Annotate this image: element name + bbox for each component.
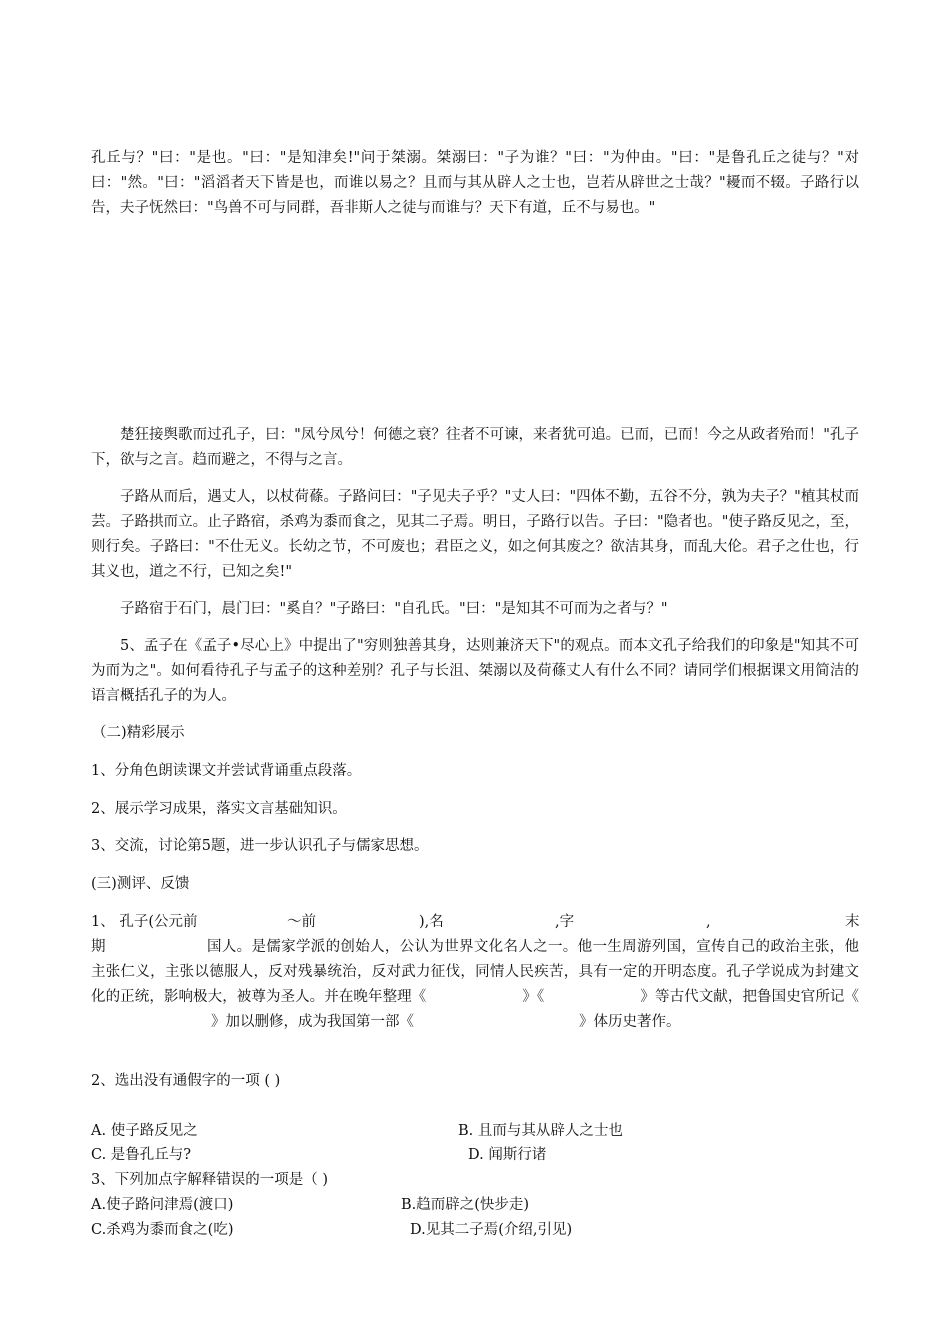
q1-name: ),名	[419, 914, 444, 930]
q3-stem: 3、下列加点字解释错误的一项是（ )	[91, 1172, 328, 1188]
q2-option-a: A. 使子路反见之	[91, 1123, 198, 1139]
q1-body-2: 》等古代文献，把鲁国史官所记《	[640, 989, 860, 1005]
section-2-item-3: 3、交流，讨论第5题，进一步认识孔子与儒家思想。	[91, 838, 429, 854]
passage-changju-jieni: 孔丘与？"曰："是也。"曰："是知津矣!"问于桀溺。桀溺曰："子为谁？"曰："为仲由。"曰："是鲁孔丘之徒与？"对曰："然。"曰："滔滔者天下皆是也，而谁以易之？且而与其从辟人之士也，岂若从辟世之士哉？"耰而不辍。子路行以告，夫子怃然曰："鸟兽不可与同群，吾非斯人之徒与而谁与？天下有道，丘不与易也。"	[91, 150, 859, 216]
q1-prefix: 1、 孔子(公元前	[91, 914, 198, 930]
section-2-item-2: 2、展示学习成果，落实文言基础知识。	[91, 801, 347, 817]
q2-option-b: B. 且而与其从辟人之士也	[458, 1123, 623, 1139]
q1-body-3: 》加以删修，成为我国第一部《	[211, 1014, 414, 1030]
q1-body-1: 国人。是儒家学派的创始人，公认为世界文化名人之一。他一生周游列国，宣传自己的政治主张，他主张仁义，主张以德服人，反对残暴统治，反对武力征伐，同情人民疾苦，具有一定的开明态度。孔子学说成为封建文化的正统，影响极大，被尊为圣人。并在晚年整理《	[91, 939, 859, 1005]
q1-body	[91, 935, 859, 1035]
q3-option-a: A.使子路问津焉(渡口)	[91, 1197, 234, 1213]
q1-body-4: 》体历史著作。	[579, 1014, 681, 1030]
question-5: 5、孟子在《孟子•尽心上》中提出了"穷则独善其身，达则兼济天下"的观点。而本文孔子给我们的印象是"知其不可为而为之"。如何看待孔子与孟子的这种差别？孔子与长沮、桀溺以及荷蓧丈人有什么不同？请同学们根据课文用简洁的语言概括孔子的为人。	[91, 638, 859, 704]
q2-option-c: C. 是鲁孔丘与?	[91, 1147, 192, 1163]
q1-mid-1: 》《	[522, 989, 545, 1005]
q3-option-d: D.见其二子焉(介绍,引见)	[410, 1222, 573, 1238]
q1-zi: ,字	[555, 914, 575, 930]
passage-zilu-shimen: 子路宿于石门，晨门曰："奚自？"子路曰："自孔氏。"曰："是知其不可而为之者与？"	[120, 601, 668, 617]
section-3-title: (三)测评、反馈	[91, 876, 190, 892]
q1-qi: 期	[91, 939, 106, 955]
q2-stem: 2、选出没有通假字的一项 ( )	[91, 1073, 281, 1089]
section-2-item-1: 1、分角色朗读课文并尝试背诵重点段落。	[91, 763, 362, 779]
passage-chukuang-jieyu: 楚狂接舆歌而过孔子，曰："凤兮凤兮！何德之衰？往者不可谏，来者犹可追。已而，已而！今之从政者殆而！"孔子下，欲与之言。趋而避之，不得与之言。	[91, 427, 859, 468]
section-2-title: （二)精彩展示	[92, 725, 185, 741]
passage-zilu-zhangren: 子路从而后，遇丈人，以杖荷蓧。子路问曰："子见夫子乎？"丈人曰："四体不勤，五谷不分，孰为夫子？"植其杖而芸。子路拱而立。止子路宿，杀鸡为黍而食之，见其二子焉。明日，子路行以告。子曰："隐者也。"使子路反见之，至，则行矣。子路曰："不仕无义。长幼之节，不可废也；君臣之义，如之何其废之？欲洁其身，而乱大伦。君子之仕也，行其义也，道之不行，已知之矣!"	[91, 489, 859, 580]
q1-tilde: ～前	[287, 914, 316, 930]
q2-option-d: D. 闻斯行诸	[468, 1147, 547, 1163]
q1-comma: ,	[706, 914, 711, 930]
q1-mo: 末	[845, 914, 860, 930]
q3-option-c: C.杀鸡为黍而食之(吃)	[91, 1222, 234, 1238]
q3-option-b: B.趋而辟之(快步走)	[401, 1197, 530, 1213]
